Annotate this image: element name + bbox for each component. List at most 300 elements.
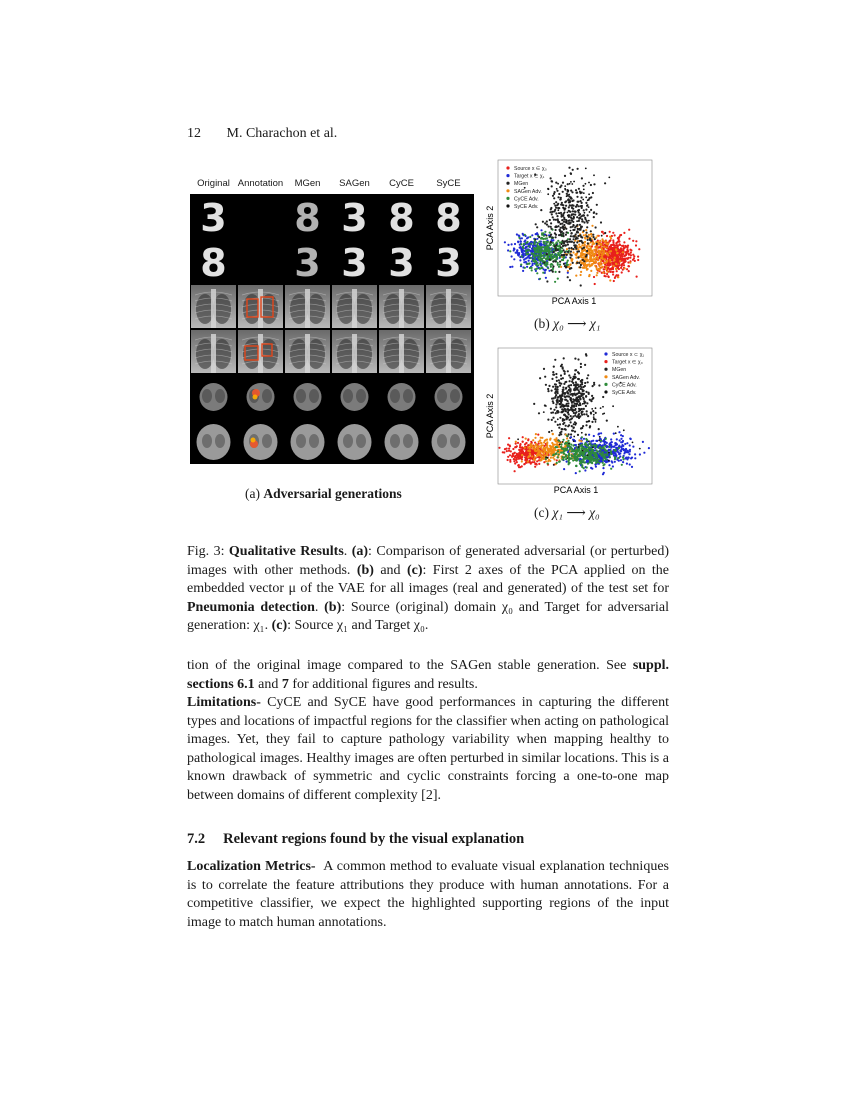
scatter-point (598, 384, 600, 386)
page-number: 12 (187, 126, 201, 141)
scatter-point (567, 215, 569, 217)
scatter-point (586, 220, 588, 222)
scatter-point (537, 264, 539, 266)
grid-image (285, 330, 330, 373)
scatter-point (519, 247, 521, 249)
grid-image (426, 195, 471, 238)
scatter-point (609, 259, 611, 261)
scatter-point (576, 216, 578, 218)
scatter-point (575, 405, 577, 407)
figure-caption (187, 543, 669, 636)
scatter-point (614, 234, 616, 236)
scatter-point (604, 182, 606, 184)
scatter-point (602, 272, 604, 274)
scatter-point (565, 454, 567, 456)
scatter-point (552, 411, 554, 413)
scatter-point (612, 465, 614, 467)
scatter-point (543, 411, 545, 413)
scatter-point (509, 250, 511, 252)
column-label-syce: SyCE (436, 178, 461, 189)
scatter-point (584, 364, 586, 366)
scatter-point (563, 249, 565, 251)
scatter-point (551, 213, 553, 215)
scatter-point (586, 410, 588, 412)
scatter-point (560, 231, 562, 233)
scatter-point (551, 180, 553, 182)
body-text: tion of the original image compared to the SAGen stable generation. See (187, 658, 627, 673)
scatter-point (544, 376, 546, 378)
scatter-point (578, 439, 580, 441)
scatter-point (572, 379, 574, 381)
scatter-point (567, 454, 569, 456)
scatter-point (552, 265, 554, 267)
scatter-point (561, 364, 563, 366)
scatter-point (616, 270, 618, 272)
scatter-point (571, 200, 573, 202)
scatter-point (556, 204, 558, 206)
scatter-point (551, 419, 553, 421)
scatter-point (608, 276, 610, 278)
scatter-point (552, 371, 554, 373)
scatter-point (602, 240, 604, 242)
scatter-point (565, 405, 567, 407)
scatter-point (620, 249, 622, 251)
scatter-point (570, 384, 572, 386)
legend-entry: Source x ∈ χ₀ (514, 166, 547, 172)
scatter-point (577, 228, 579, 230)
scatter-point (568, 241, 570, 243)
scatter-point (591, 462, 593, 464)
scatter-point (574, 226, 576, 228)
scatter-point (554, 205, 556, 207)
scatter-point (612, 271, 614, 273)
scatter-point (599, 450, 601, 452)
grid-image (426, 330, 471, 373)
scatter-point (559, 264, 561, 266)
scatter-point (602, 462, 604, 464)
scatter-point (621, 444, 623, 446)
scatter-point (538, 445, 540, 447)
scatter-point (592, 449, 594, 451)
scatter-point (610, 246, 612, 248)
scatter-point (583, 215, 585, 217)
scatter-point (632, 442, 634, 444)
scatter-point (520, 264, 522, 266)
scatter-point (639, 453, 641, 455)
legend-marker (506, 204, 509, 207)
scatter-point (594, 459, 596, 461)
scatter-point (559, 423, 561, 425)
scatter-point (541, 246, 543, 248)
scatter-point (591, 225, 593, 227)
scatter-point (566, 445, 568, 447)
scatter-point (584, 457, 586, 459)
y-axis-label: PCA Axis 2 (485, 205, 495, 251)
scatter-point (569, 279, 571, 281)
scatter-point (626, 463, 628, 465)
scatter-point (562, 377, 564, 379)
scatter-point (555, 406, 557, 408)
scatter-point (507, 249, 509, 251)
scatter-point (622, 456, 624, 458)
caption-a-title: Adversarial generations (263, 486, 402, 501)
scatter-point (561, 259, 563, 261)
scatter-point (536, 250, 538, 252)
scatter-point (587, 214, 589, 216)
scatter-point (617, 451, 619, 453)
scatter-point (589, 197, 591, 199)
column-label-cyce: CyCE (389, 178, 414, 189)
scatter-point (540, 444, 542, 446)
scatter-point (581, 244, 583, 246)
scatter-point (563, 414, 565, 416)
scatter-point (534, 257, 536, 259)
scatter-point (597, 235, 599, 237)
scatter-point (534, 463, 536, 465)
scatter-point (551, 447, 553, 449)
scatter-point (502, 451, 504, 453)
scatter-point (580, 366, 582, 368)
scatter-point (540, 263, 542, 265)
scatter-point (563, 357, 565, 359)
scatter-point (578, 214, 580, 216)
scatter-point (554, 392, 556, 394)
scatter-point (532, 439, 534, 441)
grid-image (332, 375, 377, 418)
scatter-point (553, 366, 555, 368)
scatter-point (587, 421, 589, 423)
scatter-point (600, 243, 602, 245)
scatter-point (560, 234, 562, 236)
caption-bold: (b) (324, 599, 342, 615)
scatter-point (623, 241, 625, 243)
scatter-point (582, 262, 584, 264)
scatter-point (528, 249, 530, 251)
scatter-point (555, 439, 557, 441)
scatter-point (560, 398, 562, 400)
scatter-point (608, 240, 610, 242)
scatter-point (575, 465, 577, 467)
scatter-point (513, 247, 515, 249)
scatter-point (599, 453, 601, 455)
scatter-point (585, 202, 587, 204)
scatter-point (622, 269, 624, 271)
scatter-point (622, 440, 624, 442)
scatter-point (557, 252, 559, 254)
scatter-point (614, 461, 616, 463)
scatter-point (606, 260, 608, 262)
grid-image (238, 195, 283, 238)
scatter-point (599, 250, 601, 252)
scatter-point (586, 235, 588, 237)
scatter-point (551, 253, 553, 255)
scatter-point (581, 241, 583, 243)
legend-entry: SAGen Adv. (612, 374, 640, 381)
scatter-point (560, 443, 562, 445)
scatter-point (609, 269, 611, 271)
scatter-point (587, 248, 589, 250)
scatter-point (582, 199, 584, 201)
scatter-point (544, 250, 546, 252)
scatter-point (595, 421, 597, 423)
scatter-point (564, 371, 566, 373)
scatter-point (544, 231, 546, 233)
grid-digit-glyph: 8 (200, 241, 227, 283)
scatter-point (583, 402, 585, 404)
scatter-point (547, 390, 549, 392)
scatter-point (633, 255, 635, 257)
scatter-point (559, 403, 561, 405)
scatter-point (603, 268, 605, 270)
scatter-point (559, 432, 561, 434)
scatter-point (564, 450, 566, 452)
scatter-point (551, 442, 553, 444)
scatter-point (603, 413, 605, 415)
scatter-point (542, 272, 544, 274)
scatter-point (568, 210, 570, 212)
legend-entry: CyCE Adv. (514, 196, 539, 203)
scatter-point (578, 244, 580, 246)
scatter-point (569, 377, 571, 379)
scatter-point (571, 183, 573, 185)
scatter-point (585, 168, 587, 170)
grid-digit-glyph: 3 (200, 196, 227, 238)
caption-text: . (314, 599, 319, 615)
scatter-point (628, 253, 630, 255)
scatter-point (561, 393, 563, 395)
scatter-point (519, 443, 521, 445)
scatter-point (547, 258, 549, 260)
scatter-point (568, 443, 570, 445)
scatter-point (585, 264, 587, 266)
scatter-point (590, 230, 592, 232)
scatter-point (610, 452, 612, 454)
scatter-point (565, 410, 567, 412)
scatter-point (578, 389, 580, 391)
scatter-point (596, 274, 598, 276)
scatter-point (590, 399, 592, 401)
scatter-point (607, 263, 609, 265)
scatter-point (624, 258, 626, 260)
scatter-point (570, 267, 572, 269)
scatter-point (562, 207, 564, 209)
scatter-point (580, 445, 582, 447)
body-text: and (258, 676, 279, 692)
scatter-point (582, 397, 584, 399)
scatter-point (567, 440, 569, 442)
scatter-point (555, 384, 557, 386)
scatter-point (588, 206, 590, 208)
scatter-point (573, 235, 575, 237)
scatter-point (531, 252, 533, 254)
scatter-point (620, 267, 622, 269)
scatter-point (565, 458, 567, 460)
scatter-point (531, 269, 533, 271)
scatter-point (547, 388, 549, 390)
scatter-point (535, 433, 537, 435)
scatter-point (579, 266, 581, 268)
scatter-point (572, 450, 574, 452)
scatter-point (613, 433, 615, 435)
scatter-point (575, 446, 577, 448)
scatter-point (583, 230, 585, 232)
scatter-point (557, 196, 559, 198)
scatter-point (595, 250, 597, 252)
scatter-point (543, 447, 545, 449)
caption-text: and (380, 562, 401, 578)
scatter-point (621, 464, 623, 466)
scatter-point (579, 234, 581, 236)
scatter-point (543, 262, 545, 264)
scatter-point (583, 438, 585, 440)
scatter-point (541, 457, 543, 459)
scatter-point (568, 167, 570, 169)
scatter-point (628, 238, 630, 240)
scatter-point (579, 224, 581, 226)
scatter-point (587, 374, 589, 376)
scatter-point (563, 263, 565, 265)
scatter-point (565, 189, 567, 191)
scatter-point (596, 272, 598, 274)
scatter-point (593, 416, 595, 418)
scatter-point (581, 453, 583, 455)
scatter-point (547, 463, 549, 465)
scatter-point (572, 208, 574, 210)
caption-bold: Pneumonia detection (187, 599, 315, 615)
scatter-point (557, 264, 559, 266)
scatter-point (557, 450, 559, 452)
legend-marker (604, 352, 607, 355)
scatter-point (625, 457, 627, 459)
scatter-point (528, 444, 530, 446)
scatter-point (629, 249, 631, 251)
grid-image (238, 330, 283, 373)
scatter-point (562, 241, 564, 243)
scatter-point (593, 453, 595, 455)
scatter-point (582, 450, 584, 452)
scatter-point (557, 225, 559, 227)
column-label-original: Original (197, 178, 230, 189)
scatter-point (552, 216, 554, 218)
scatter-point (521, 458, 523, 460)
scatter-point (562, 204, 564, 206)
scatter-point (575, 408, 577, 410)
scatter-point (525, 251, 527, 253)
scatter-point (617, 244, 619, 246)
scatter-point (623, 261, 625, 263)
scatter-point (565, 425, 567, 427)
scatter-point (628, 229, 630, 231)
scatter-point (614, 456, 616, 458)
scatter-point (564, 396, 566, 398)
scatter-point (518, 237, 520, 239)
scatter-point (583, 413, 585, 415)
scatter-point (567, 409, 569, 411)
scatter-point (593, 243, 595, 245)
scatter-point (555, 244, 557, 246)
scatter-point (571, 425, 573, 427)
scatter-point (630, 457, 632, 459)
scatter-point (593, 418, 595, 420)
scatter-point (582, 185, 584, 187)
scatter-point (610, 237, 612, 239)
scatter-point (608, 452, 610, 454)
body-paragraph-1 (187, 657, 669, 805)
legend-marker (506, 189, 509, 192)
scatter-point (558, 379, 560, 381)
scatter-point (539, 268, 541, 270)
scatter-point (596, 444, 598, 446)
scatter-point (569, 183, 571, 185)
scatter-point (574, 214, 576, 216)
scatter-point (591, 421, 593, 423)
scatter-point (550, 228, 552, 230)
scatter-point (556, 190, 558, 192)
scatter-point (613, 265, 615, 267)
scatter-point (533, 448, 535, 450)
scatter-point (553, 210, 555, 212)
scatter-point (588, 434, 590, 436)
grid-image (238, 285, 283, 328)
scatter-point (535, 223, 537, 225)
scatter-point (598, 462, 600, 464)
scatter-point (532, 259, 534, 261)
scatter-point (518, 464, 520, 466)
scatter-point (623, 232, 625, 234)
scatter-point (579, 217, 581, 219)
scatter-point (606, 420, 608, 422)
scatter-point (568, 247, 570, 249)
scatter-point (567, 223, 569, 225)
scatter-point (534, 466, 536, 468)
scatter-point (634, 453, 636, 455)
scatter-point (544, 222, 546, 224)
scatter-point (519, 259, 521, 261)
grid-image (285, 285, 330, 328)
scatter-point (595, 257, 597, 259)
grid-image (379, 285, 424, 328)
scatter-point (537, 450, 539, 452)
scatter-point (612, 256, 614, 258)
scatter-point (587, 457, 589, 459)
scatter-point (578, 220, 580, 222)
scatter-point (578, 413, 580, 415)
grid-image (379, 375, 424, 418)
scatter-point (601, 447, 603, 449)
scatter-point (506, 450, 508, 452)
scatter-point (556, 443, 558, 445)
scatter-point (583, 400, 585, 402)
scatter-point (579, 404, 581, 406)
scatter-point (632, 259, 634, 261)
scatter-point (558, 234, 560, 236)
scatter-point (559, 417, 561, 419)
scatter-point (575, 206, 577, 208)
scatter-point (528, 260, 530, 262)
scatter-point (549, 235, 551, 237)
scatter-point (619, 244, 621, 246)
scatter-point (546, 280, 548, 282)
scatter-point (610, 450, 612, 452)
scatter-point (498, 447, 500, 449)
scatter-point (585, 209, 587, 211)
scatter-point (536, 226, 538, 228)
scatter-point (513, 458, 515, 460)
scatter-point (575, 451, 577, 453)
scatter-point (636, 276, 638, 278)
scatter-point (588, 263, 590, 265)
scatter-point (578, 250, 580, 252)
